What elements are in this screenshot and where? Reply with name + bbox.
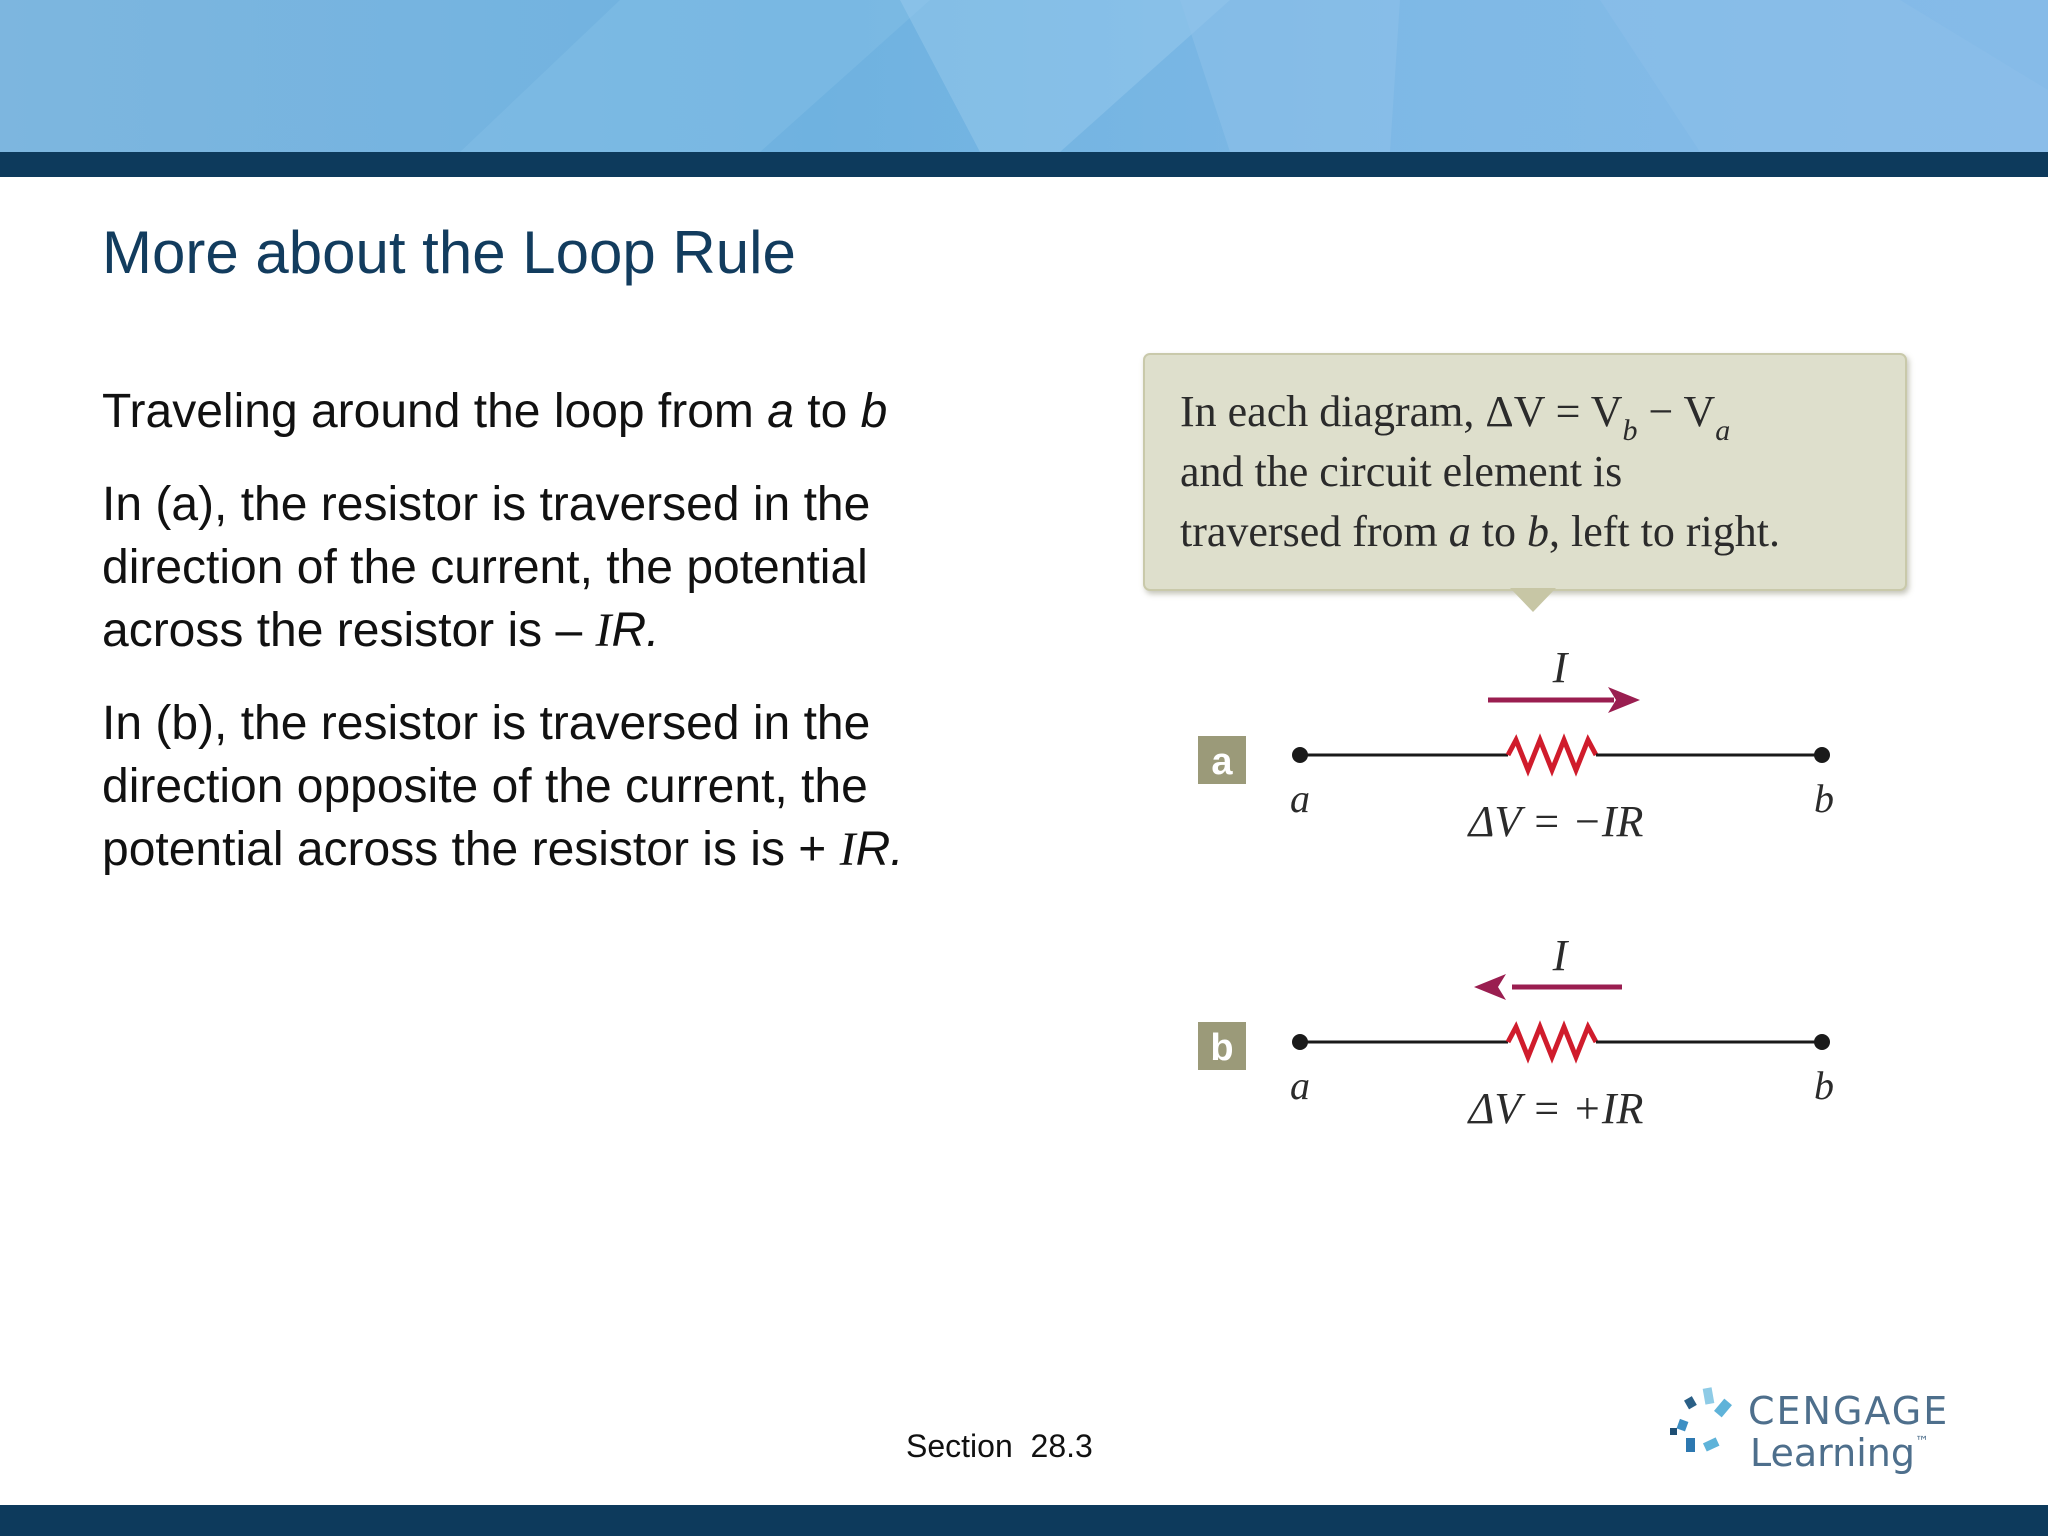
panel-b-end-b: b: [1814, 1063, 1834, 1108]
panel-a-terminal-a: [1292, 747, 1308, 763]
resistor-diagram: [1138, 350, 1938, 1160]
p3-var-i: I: [839, 823, 856, 876]
panel-a-current-label: I: [1552, 643, 1568, 692]
panel-b-current-arrow: [1474, 974, 1622, 1000]
panel-b-tag-label: b: [1210, 1027, 1234, 1069]
panel-a-equation: ΔV = −IR: [1468, 797, 1644, 846]
body-paragraph-2: [102, 473, 1002, 662]
logo-line-1: CENGAGE: [1748, 1389, 1950, 1433]
panel-b-equation: ΔV = +IR: [1468, 1084, 1644, 1133]
body-paragraph-1: [102, 380, 1002, 443]
panel-a-end-b: b: [1814, 776, 1834, 821]
panel-b-terminal-a: [1292, 1034, 1308, 1050]
p3-text: In (b), the resistor is traversed in the direction opposite of the current, the potential across the resistor is is +: [102, 697, 871, 876]
p3-var-r: R.: [855, 823, 904, 876]
body-paragraph-3: [102, 692, 1002, 881]
p2-text: In (a), the resistor is traversed in the direction of the current, the potential across the resistor is –: [102, 478, 871, 657]
logo-line-2: Learning™: [1750, 1431, 1929, 1475]
footer-rule: [0, 1505, 2048, 1536]
callout-line-2: and the circuit element is: [1180, 447, 1623, 496]
cengage-logo: [1664, 1382, 1964, 1482]
cengage-swirl-icon: [1670, 1387, 1732, 1452]
slide-body: [102, 380, 1002, 911]
panel-a-terminal-b: [1814, 747, 1830, 763]
section-label: Section 28.3: [906, 1428, 1093, 1464]
callout-line-1: In each diagram, $\Delta V = V_b - V_a$: [1180, 387, 1731, 447]
p1-lead: Traveling around the loop from: [102, 385, 768, 438]
panel-a: [1198, 643, 1834, 846]
header-facets: [0, 0, 2048, 152]
p1-var-b: b: [860, 385, 888, 438]
header-band: [0, 0, 2048, 152]
p1-mid: to: [793, 385, 861, 438]
callout-line-3: traversed from a to b, left to right.: [1180, 507, 1780, 556]
panel-b: [1198, 931, 1834, 1133]
p1-var-a: a: [767, 385, 794, 438]
panel-a-tag-label: a: [1211, 741, 1233, 783]
panel-b-current-label: I: [1552, 931, 1568, 980]
p2-var-r: R.: [611, 604, 660, 657]
panel-a-end-a: a: [1290, 776, 1310, 821]
panel-a-resistor: [1508, 740, 1596, 770]
panel-b-resistor: [1508, 1027, 1596, 1057]
p2-var-i: I: [595, 604, 612, 657]
header-rule: [0, 152, 2048, 177]
panel-b-end-a: a: [1290, 1063, 1310, 1108]
callout-box: [1144, 354, 1906, 612]
page-title: More about the Loop Rule: [102, 219, 796, 286]
panel-b-terminal-b: [1814, 1034, 1830, 1050]
